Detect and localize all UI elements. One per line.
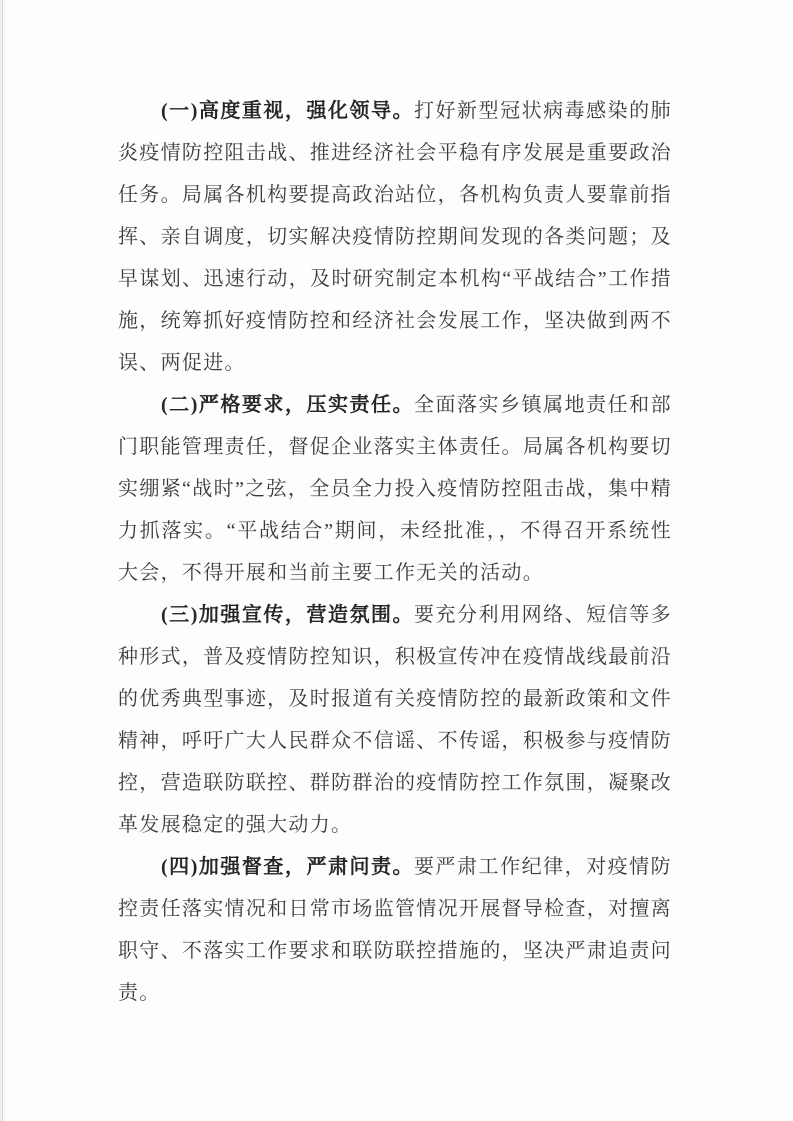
paragraph-body: 要严肃工作纪律，对疫情防控责任落实情况和日常市场监管情况开展督导检查，对擅离职守、不落实工作要求和联防联控措施的，坚决严肃追责问责。 [118, 856, 672, 1004]
paragraph-heading: (三)加强宣传，营造氛围。 [161, 604, 415, 626]
paragraph-heading: (四)加强督查，严肃问责。 [161, 856, 415, 878]
paragraph-body: 打好新型冠状病毒感染的肺炎疫情防控阻击战、推进经济社会平稳有序发展是重要政治任务。局属各机构要提高政治站位，各机构负责人要靠前指挥、亲自调度，切实解决疫情防控期间发现的各类问题；及早谋划、迅速行动，及时研究制定本机构“平战结合”工作措施，统筹抓好疫情防控和经济社会发展工作，坚决做到两不误、两促进。 [118, 100, 672, 374]
paragraph-body: 要充分利用网络、短信等多种形式，普及疫情防控知识，积极宣传冲在疫情战线最前沿的优秀典型事迹，及时报道有关疫情防控的最新政策和文件精神，呼吁广大人民群众不信谣、不传谣，积极参与疫情防控，营造联防联控、群防群治的疫情防控工作氛围，凝聚改革发展稳定的强大动力。 [118, 604, 672, 836]
paragraph-body: 全面落实乡镇属地责任和部门职能管理责任，督促企业落实主体责任。局属各机构要切实绷紧“战时”之弦，全员全力投入疫情防控阻击战，集中精力抓落实。“平战结合”期间，未经批准，，不得召开系统性大会，不得开展和当前主要工作无关的活动。 [118, 394, 672, 584]
paragraph [118, 90, 672, 384]
paragraph-heading: (一)高度重视，强化领导。 [161, 100, 415, 122]
document-body [118, 90, 672, 1014]
scan-edge-artifact [2, 0, 3, 1121]
paragraph [118, 846, 672, 1014]
paragraph [118, 594, 672, 846]
paragraph [118, 384, 672, 594]
paragraph-heading: (二)严格要求，压实责任。 [161, 394, 415, 416]
